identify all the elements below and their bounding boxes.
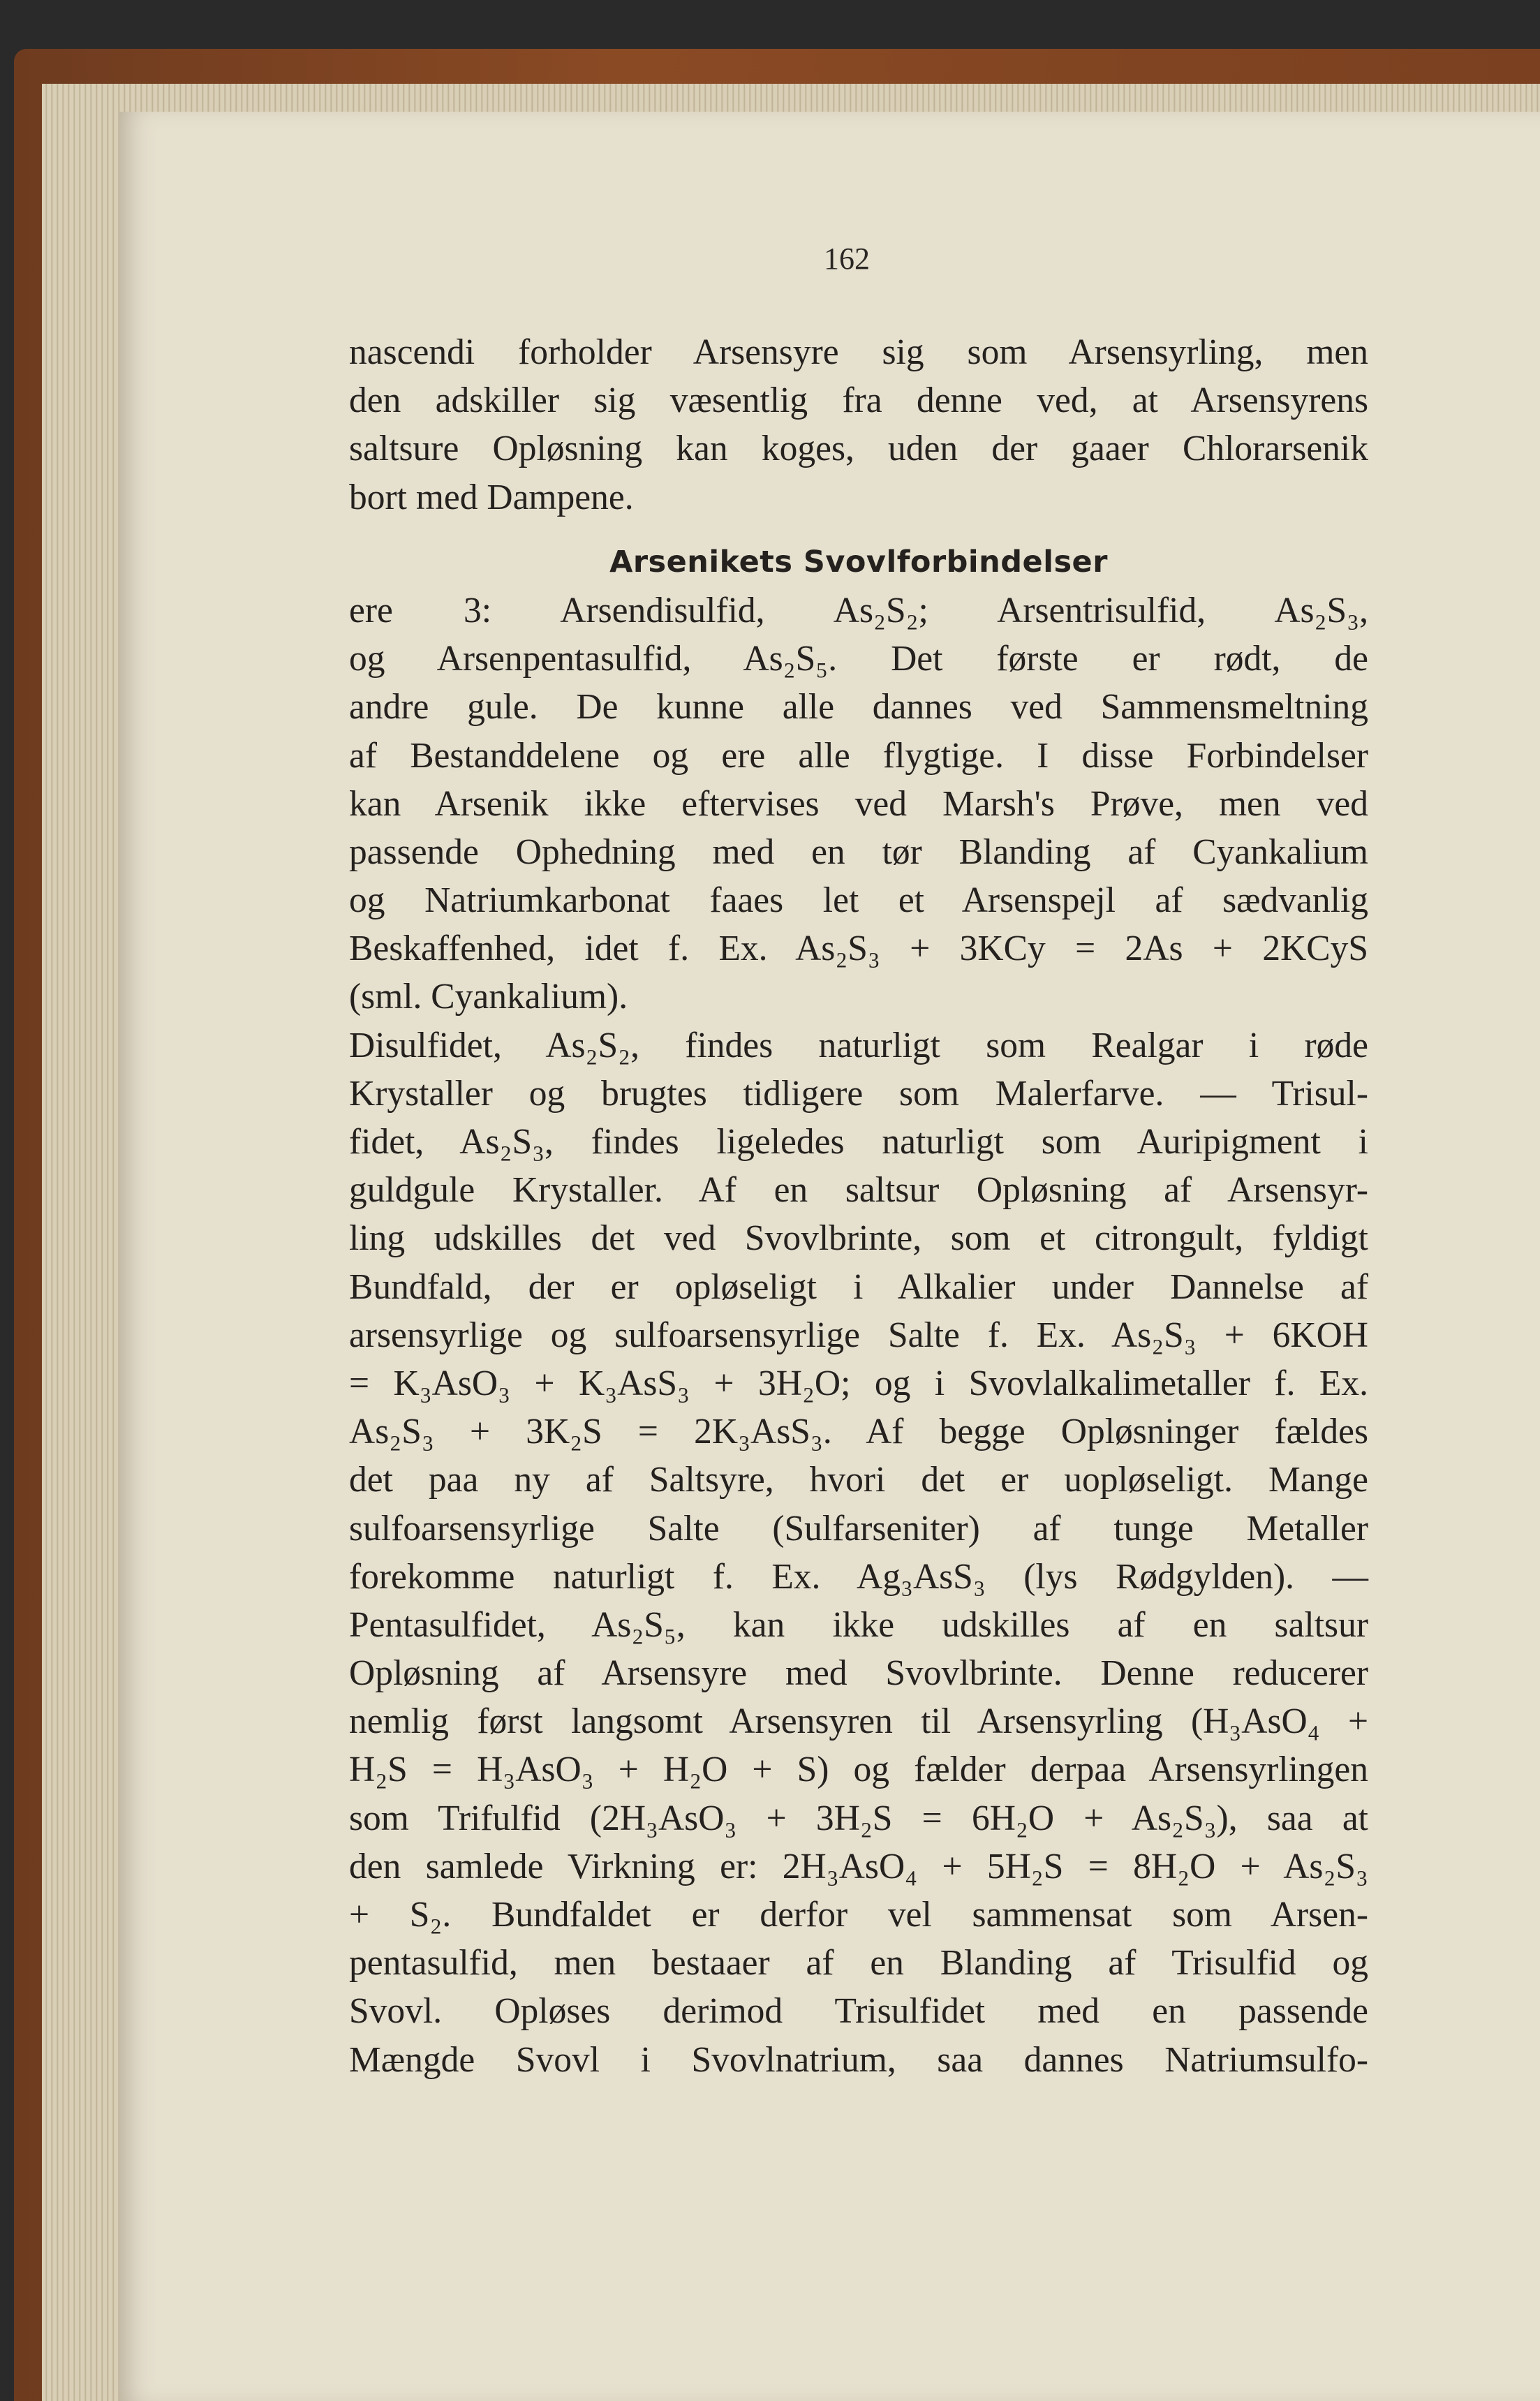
text-line: bort med Dampene.	[349, 477, 634, 517]
text-line: ling udskilles det ved Svovlbrinte, som et citrongult, fyldigt	[349, 1218, 1368, 1259]
text-line: det paa ny af Saltsyre, hvori det er uopløseligt. Mange	[349, 1460, 1368, 1500]
text-line: Beskaffenhed, idet f. Ex. As₂S₃ + 3KCy = 2As + 2KCyS	[349, 929, 1368, 969]
text-line: Svovl. Opløses derimod Trisulfidet med en passende	[349, 1991, 1368, 2032]
text-line: nascendi forholder Arsensyre sig som Arsensyrling, men	[349, 332, 1368, 372]
text-line: den samlede Virkning er: 2H₃AsO₄ + 5H₂S = 8H₂O + As₂S₃	[349, 1846, 1368, 1886]
text-line: + S₂. Bundfaldet er derfor vel sammensat som Arsen-	[349, 1895, 1368, 1935]
text-line: Opløsning af Arsensyre med Svovlbrinte. Denne reducerer	[349, 1653, 1368, 1694]
text-line: Krystaller og brugtes tidligere som Malerfarve. — Trisul-	[349, 1073, 1368, 1114]
section-heading: Arsenikets Svovlforbindelser	[609, 544, 1108, 579]
text-line: og Arsenpentasulfid, As₂S₅. Det første er rødt, de	[349, 639, 1368, 679]
text-line: arsensyrlige og sulfoarsensyrlige Salte f. Ex. As₂S₃ + 6KOH	[349, 1315, 1368, 1355]
text-line: H₂S = H₃AsO₃ + H₂O + S) og fælder derpaa Arsensyrlingen	[349, 1750, 1368, 1790]
text-line: af Bestanddelene og ere alle flygtige. I disse Forbindelser	[349, 735, 1368, 776]
text-line: fidet, As₂S₃, findes ligeledes naturligt som Auripigment i	[349, 1122, 1368, 1162]
text-line: Pentasulfidet, As₂S₅, kan ikke udskilles af en saltsur	[349, 1604, 1368, 1645]
text-line: Disulfidet, As₂S₂, findes naturligt som Realgar i røde	[349, 1025, 1368, 1065]
text-line: som Trifulfid (2H₃AsO₃ + 3H₂S = 6H₂O + As₂S₃), saa at	[349, 1798, 1368, 1838]
text-line: andre gule. De kunne alle dannes ved Sammensmeltning	[349, 687, 1368, 727]
text-line: guldgule Krystaller. Af en saltsur Opløsning af Arsensyr-	[349, 1170, 1368, 1211]
text-line: sulfoarsensyrlige Salte (Sulfarseniter) af tunge Metaller	[349, 1508, 1368, 1549]
text-line: Mængde Svovl i Svovlnatrium, saa dannes Natriumsulfo-	[349, 2039, 1368, 2080]
text-block	[349, 328, 1368, 2084]
text-line: nemlig først langsomt Arsensyren til Arsensyrling (H₃AsO₄ +	[349, 1701, 1368, 1742]
text-line: ere 3: Arsendisulfid, As₂S₂; Arsentrisulfid, As₂S₃,	[349, 590, 1368, 630]
text-line: As₂S₃ + 3K₂S = 2K₃AsS₃. Af begge Opløsninger fældes	[349, 1412, 1368, 1452]
text-line: forekomme naturligt f. Ex. Ag₃AsS₃ (lys Rødgylden). —	[349, 1556, 1368, 1597]
text-line: og Natriumkarbonat faaes let et Arsenspejl af sædvanlig	[349, 880, 1368, 921]
text-line: pentasulfid, men bestaaer af en Blanding af Trisulfid og	[349, 1943, 1368, 1983]
text-line: Bundfald, der er opløseligt i Alkalier under Dannelse af	[349, 1266, 1368, 1307]
text-line: (sml. Cyankalium).	[349, 977, 628, 1017]
text-line: = K₃AsO₃ + K₃AsS₃ + 3H₂O; og i Svovlalkalimetaller f. Ex.	[349, 1363, 1368, 1403]
text-line: kan Arsenik ikke eftervises ved Marsh's Prøve, men ved	[349, 783, 1368, 824]
text-line: den adskiller sig væsentlig fra denne ved, at Arsensyrens	[349, 381, 1368, 421]
page-number: 162	[824, 242, 870, 276]
text-line: saltsure Opløsning kan koges, uden der gaaer Chlorarsenik	[349, 429, 1368, 469]
text-line: passende Ophedning med en tør Blanding af Cyankalium	[349, 832, 1368, 872]
